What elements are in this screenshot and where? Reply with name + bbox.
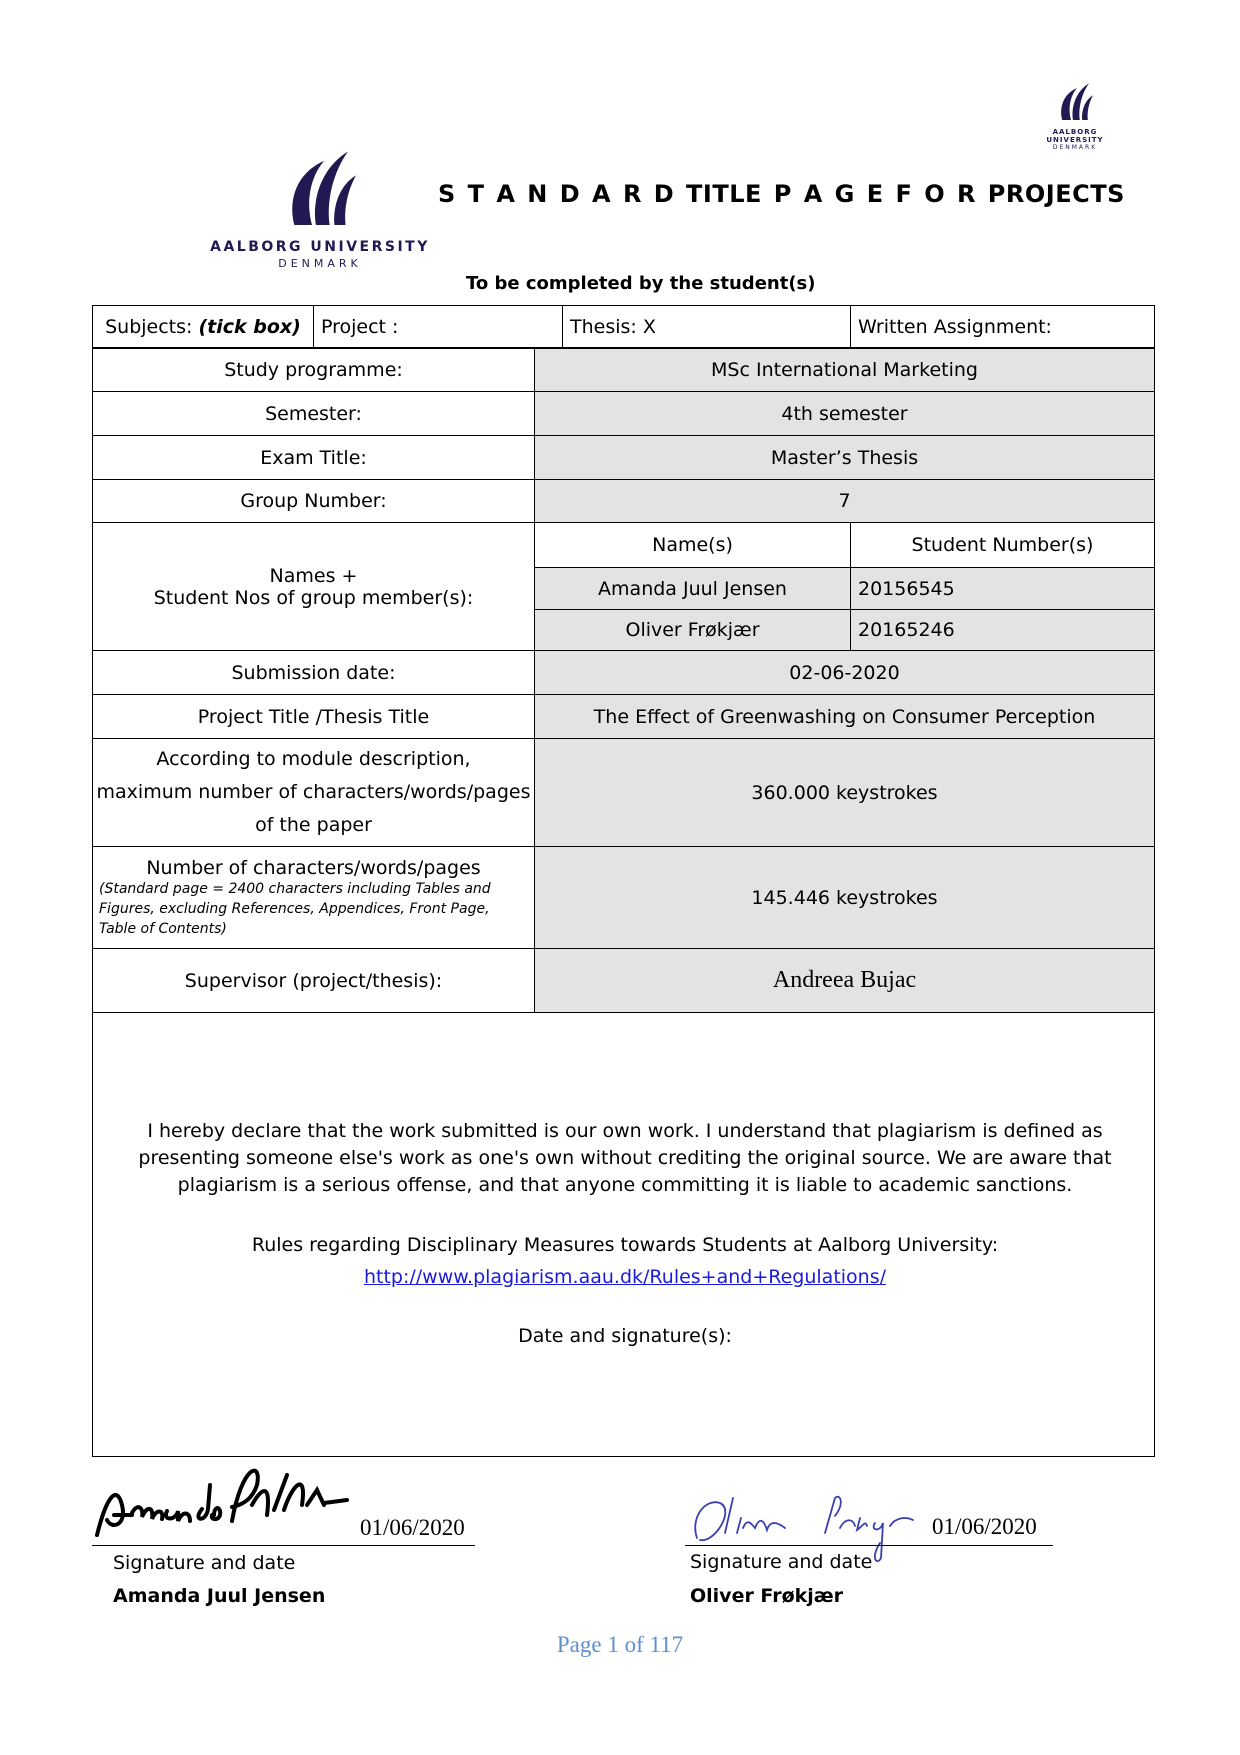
names-label-line1: Names + [269, 564, 358, 587]
max-characters-label-line1: According to module description, [156, 748, 471, 770]
subject-thesis-option[interactable] [562, 305, 851, 348]
subject-written-option[interactable] [850, 305, 1155, 348]
signature-label: Signature and date [113, 1552, 296, 1574]
member-name: Amanda Juul Jensen [534, 567, 851, 610]
study-programme-value: MSc International Marketing [534, 348, 1155, 392]
names-label [92, 522, 535, 651]
subject-project-option[interactable] [313, 305, 563, 348]
signer-name: Amanda Juul Jensen [113, 1585, 326, 1607]
subjects-label-italic: (tick box) [198, 315, 301, 338]
number-characters-label [92, 846, 535, 949]
names-label-line2: Student Nos of group member(s): [153, 586, 474, 609]
group-number-label: Group Number: [92, 479, 535, 523]
aau-logo-icon [280, 145, 360, 229]
page-number: Page 1 of 117 [556, 1632, 684, 1657]
semester-label: Semester: [92, 391, 535, 436]
logo-university: AALBORG UNIVERSITY [210, 239, 430, 255]
max-characters-label-line2: maximum number of characters/words/pages [96, 781, 531, 803]
subject-written-text: Written Assignment: [858, 315, 1052, 338]
member-number: 20156545 [850, 567, 1155, 610]
submission-date-value: 02-06-2020 [534, 650, 1155, 695]
submission-date-label: Submission date: [92, 650, 535, 695]
declaration-text: I hereby declare that the work submitted is our own work. I understand that plagiarism is defined as presenting someone else's work as one's own without crediting the original source. We are aware that plagiarism is a serious offense, and that anyone committing it is liable to academic sanctions. [138, 1120, 1112, 1196]
logo-university-small: AALBORG UNIVERSITY [1046, 128, 1104, 144]
semester-value: 4th semester [534, 391, 1155, 436]
plagiarism-rules-link[interactable]: http://www.plagiarism.aau.dk/Rules+and+Regulations/ [363, 1266, 887, 1288]
project-title-label: Project Title /Thesis Title [92, 694, 535, 739]
signature-date: 01/06/2020 [932, 1514, 1037, 1539]
exam-title-value: Master’s Thesis [534, 435, 1155, 480]
number-characters-value: 145.446 keystrokes [534, 846, 1155, 949]
max-characters-value: 360.000 keystrokes [534, 738, 1155, 847]
group-number-value: 7 [534, 479, 1155, 523]
signature-image [92, 1455, 362, 1545]
rules-text: Rules regarding Disciplinary Measures towards Students at Aalborg University: [251, 1234, 999, 1256]
supervisor-value: Andreea Bujac [534, 948, 1155, 1013]
exam-title-label: Exam Title: [92, 435, 535, 480]
signature-line [92, 1545, 475, 1546]
aau-logo-large [210, 145, 430, 285]
signature-label: Signature and date [690, 1551, 873, 1573]
aau-logo-small [1025, 80, 1125, 150]
logo-country-small: DENMARK [1052, 144, 1098, 151]
signature-line [685, 1545, 1053, 1546]
subjects-label-text: Subjects: [105, 315, 193, 338]
signature-date: 01/06/2020 [360, 1515, 465, 1540]
project-title-value: The Effect of Greenwashing on Consumer Perception [534, 694, 1155, 739]
study-programme-label: Study programme: [92, 348, 535, 392]
number-characters-label-text: Number of characters/words/pages [146, 857, 481, 879]
page-title: S T A N D A R D TITLE P A G E F O R PROJECTS [438, 180, 1125, 208]
member-number: 20165246 [850, 609, 1155, 651]
date-signature-label: Date and signature(s): [518, 1325, 732, 1347]
aau-logo-icon [1055, 80, 1095, 122]
subject-project-text: Project : [321, 315, 399, 338]
student-numbers-header: Student Number(s) [850, 522, 1155, 568]
page-subtitle: To be completed by the student(s) [466, 273, 816, 294]
logo-country: DENMARK [278, 257, 362, 270]
standard-page-note: (Standard page = 2400 characters including Tables and Figures, excluding References, Appendices, Front Page, Table of Contents) [99, 881, 491, 937]
subjects-label [92, 305, 314, 348]
signer-name: Oliver Frøkjær [690, 1585, 844, 1607]
member-name: Oliver Frøkjær [534, 609, 851, 651]
names-header: Name(s) [534, 522, 851, 568]
max-characters-label-line3: of the paper [255, 814, 372, 836]
max-characters-label [92, 738, 535, 847]
subject-thesis-text: Thesis: X [570, 315, 656, 338]
supervisor-label: Supervisor (project/thesis): [92, 948, 535, 1013]
